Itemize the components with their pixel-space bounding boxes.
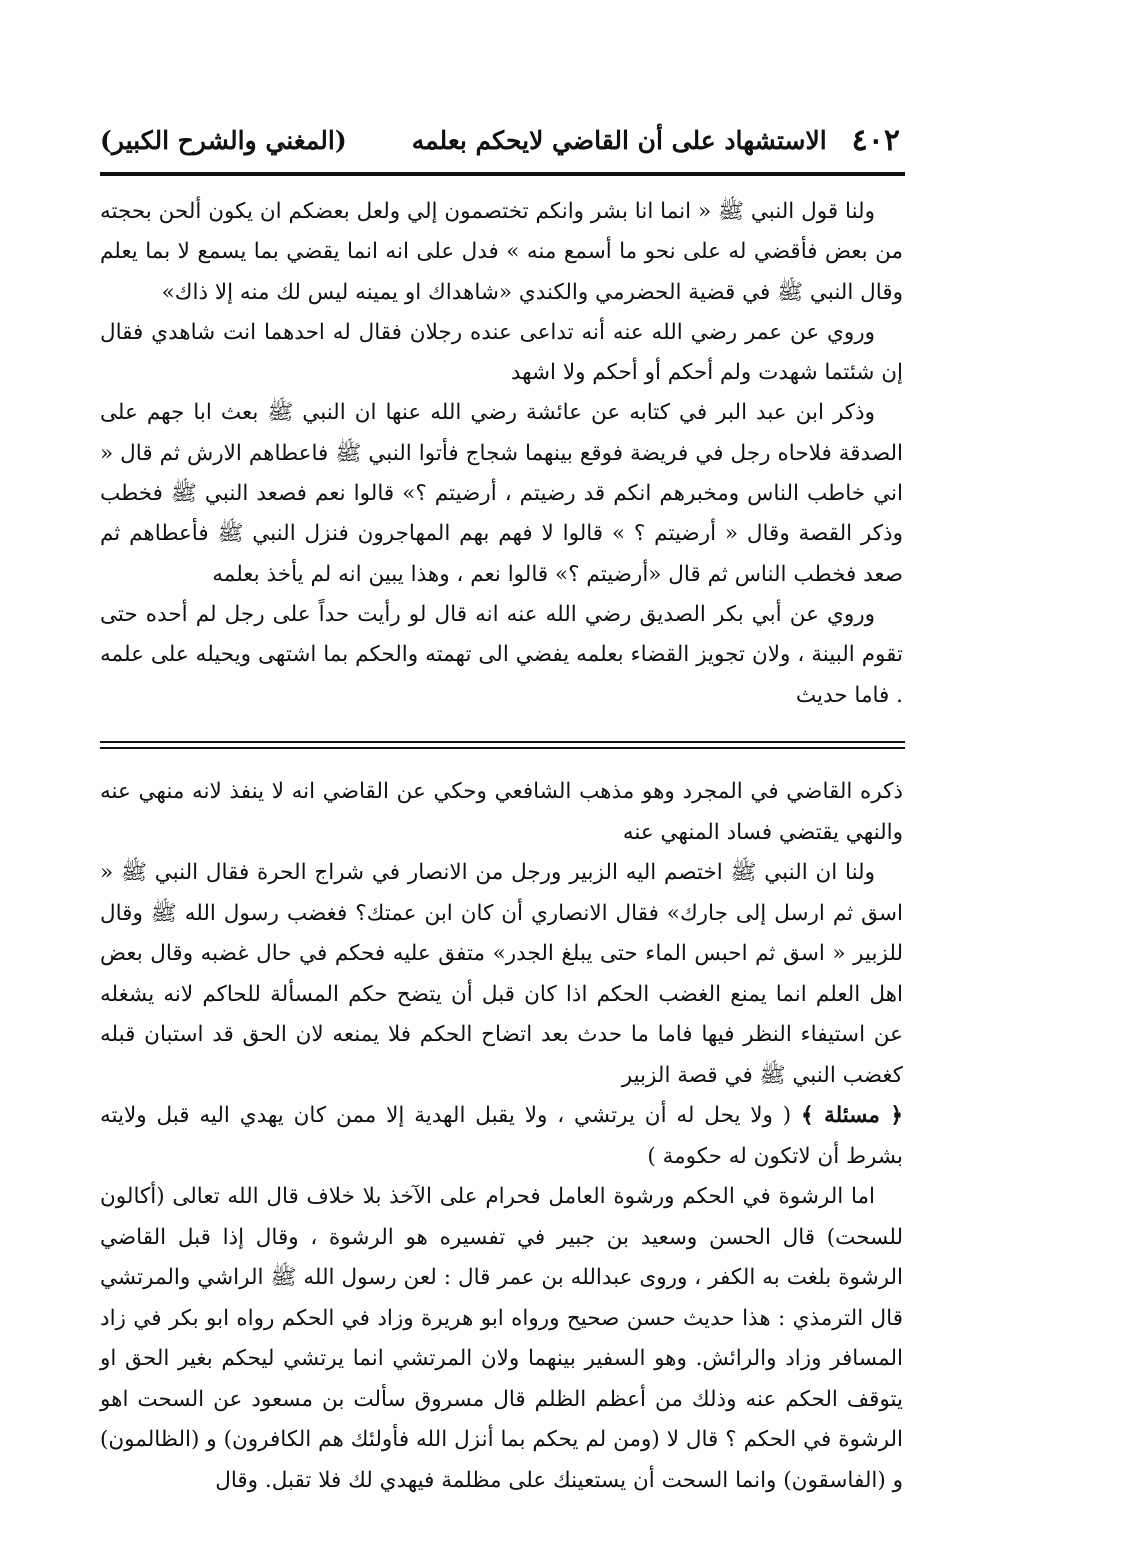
section-divider [100, 741, 905, 749]
paragraph: ذكره القاضي في المجرد وهو مذهب الشافعي وحكي عن القاضي انه لا ينفذ لانه منهي عنه والنهي يقتضي فساد المنهي عنه [100, 779, 903, 845]
paragraph: ولنا ان النبي ﷺ اختصم اليه الزبير ورجل من الانصار في شراج الحرة فقال النبي ﷺ « اسق ثم ارسل إلى جارك» فقال الانصاري أن كان ابن عمتك؟ فغضب رسول الله ﷺ وقال للزبير « اسق ثم احبس الماء حتى يبلغ الجدر» متفق عليه فحكم في حال غضبه وقال بعض اهل العلم انما يمنع الغضب الحكم اذا كان قبل أن يتضح حكم المسألة للحاكم لانه يشغله عن استيفاء النظر فيها فاما ما حدث بعد اتضاح الحكم فلا يمنعه لان الحق قد استبان قبله كغضب النبي ﷺ في قصة الزبير [100, 860, 903, 1088]
masala-text: ( ولا يحل له أن يرتشي ، ولا يقبل الهدية إلا ممن كان يهدي اليه قبل ولايته بشرط أن لاتكون له حكومة ) [100, 1103, 903, 1169]
lower-text-block [100, 772, 903, 1501]
masala-paragraph [100, 1096, 903, 1177]
upper-text-block [100, 192, 903, 716]
page-header [100, 118, 900, 162]
paragraph: ولنا قول النبي ﷺ « انما انا بشر وانكم تختصمون إلي ولعل بعضكم ان يكون ألحن بحجته من بعض فأقضي له على نحو ما أسمع منه » فدل على انه انما يقضي بما يسمع لا بما يعلم وقال النبي ﷺ في قضية الحضرمي والكندي «شاهداك او يمينه ليس لك منه إلا ذاك» [100, 199, 903, 305]
page-number: ٤٠٢ [851, 122, 900, 158]
header-rule [100, 172, 905, 176]
chapter-title: الاستشهاد على أن القاضي لايحكم بعلمه [411, 125, 827, 155]
paragraph: وروي عن عمر رضي الله عنه أنه تداعى عنده رجلان فقال له احدهما انت شاهدي فقال إن شئتما شهدت ولم أحكم أو أحكم ولا اشهد [100, 319, 903, 386]
paragraph: اما الرشوة في الحكم ورشوة العامل فحرام على الآخذ بلا خلاف قال الله تعالى (أكالون للسحت) قال الحسن وسعيد بن جبير في تفسيره هو الرشوة ، وقال إذا قبل القاضي الرشوة بلغت به الكفر ، وروى عبدالله بن عمر قال : لعن رسول الله ﷺ الراشي والمرتشي قال الترمذي : هذا حديث حسن صحيح ورواه ابو هريرة وزاد في الحكم رواه ابو بكر في زاد المسافر وزاد والرائش. وهو السفير بينهما ولان المرتشي انما يرتشي ليحكم بغير الحق او يتوقف الحكم عنه وذلك من أعظم الظلم قال مسروق سألت بن مسعود عن السحت اهو الرشوة في الحكم ؟ قال لا (ومن لم يحكم بما أنزل الله فأولئك هم الكافرون) و (الظالمون) و (الفاسقون) وانما السحت أن يستعينك على مظلمة فيهدي لك فلا تقبل. وقال [100, 1184, 903, 1493]
book-title: (المغني والشرح الكبير) [100, 125, 347, 155]
paragraph: وروي عن أبي بكر الصديق رضي الله عنه انه قال لو رأيت حداً على رجل لم أحده حتى تقوم البينة ، ولان تجويز القضاء بعلمه يفضي الى تهمته والحكم بما اشتهى ويحيله على علمه . فاما حديث [100, 601, 903, 708]
paragraph: وذكر ابن عبد البر في كتابه عن عائشة رضي الله عنها ان النبي ﷺ بعث ابا جهم على الصدقة فلاحاه رجل في فريضة فوقع بينهما شجاج فأتوا النبي ﷺ فاعطاهم الارش ثم قال « اني خاطب الناس ومخبرهم انكم قد رضيتم ، أرضيتم ؟» قالوا نعم فصعد النبي ﷺ فخطب وذكر القصة وقال « أرضيتم ؟ » قالوا لا فهم بهم المهاجرون فنزل النبي ﷺ فأعطاهم ثم صعد فخطب الناس ثم قال «أرضيتم ؟» قالوا نعم ، وهذا يبين انه لم يأخذ بعلمه [100, 400, 903, 587]
masala-marker: ﴿ مسئلة ﴾ [800, 1103, 903, 1128]
